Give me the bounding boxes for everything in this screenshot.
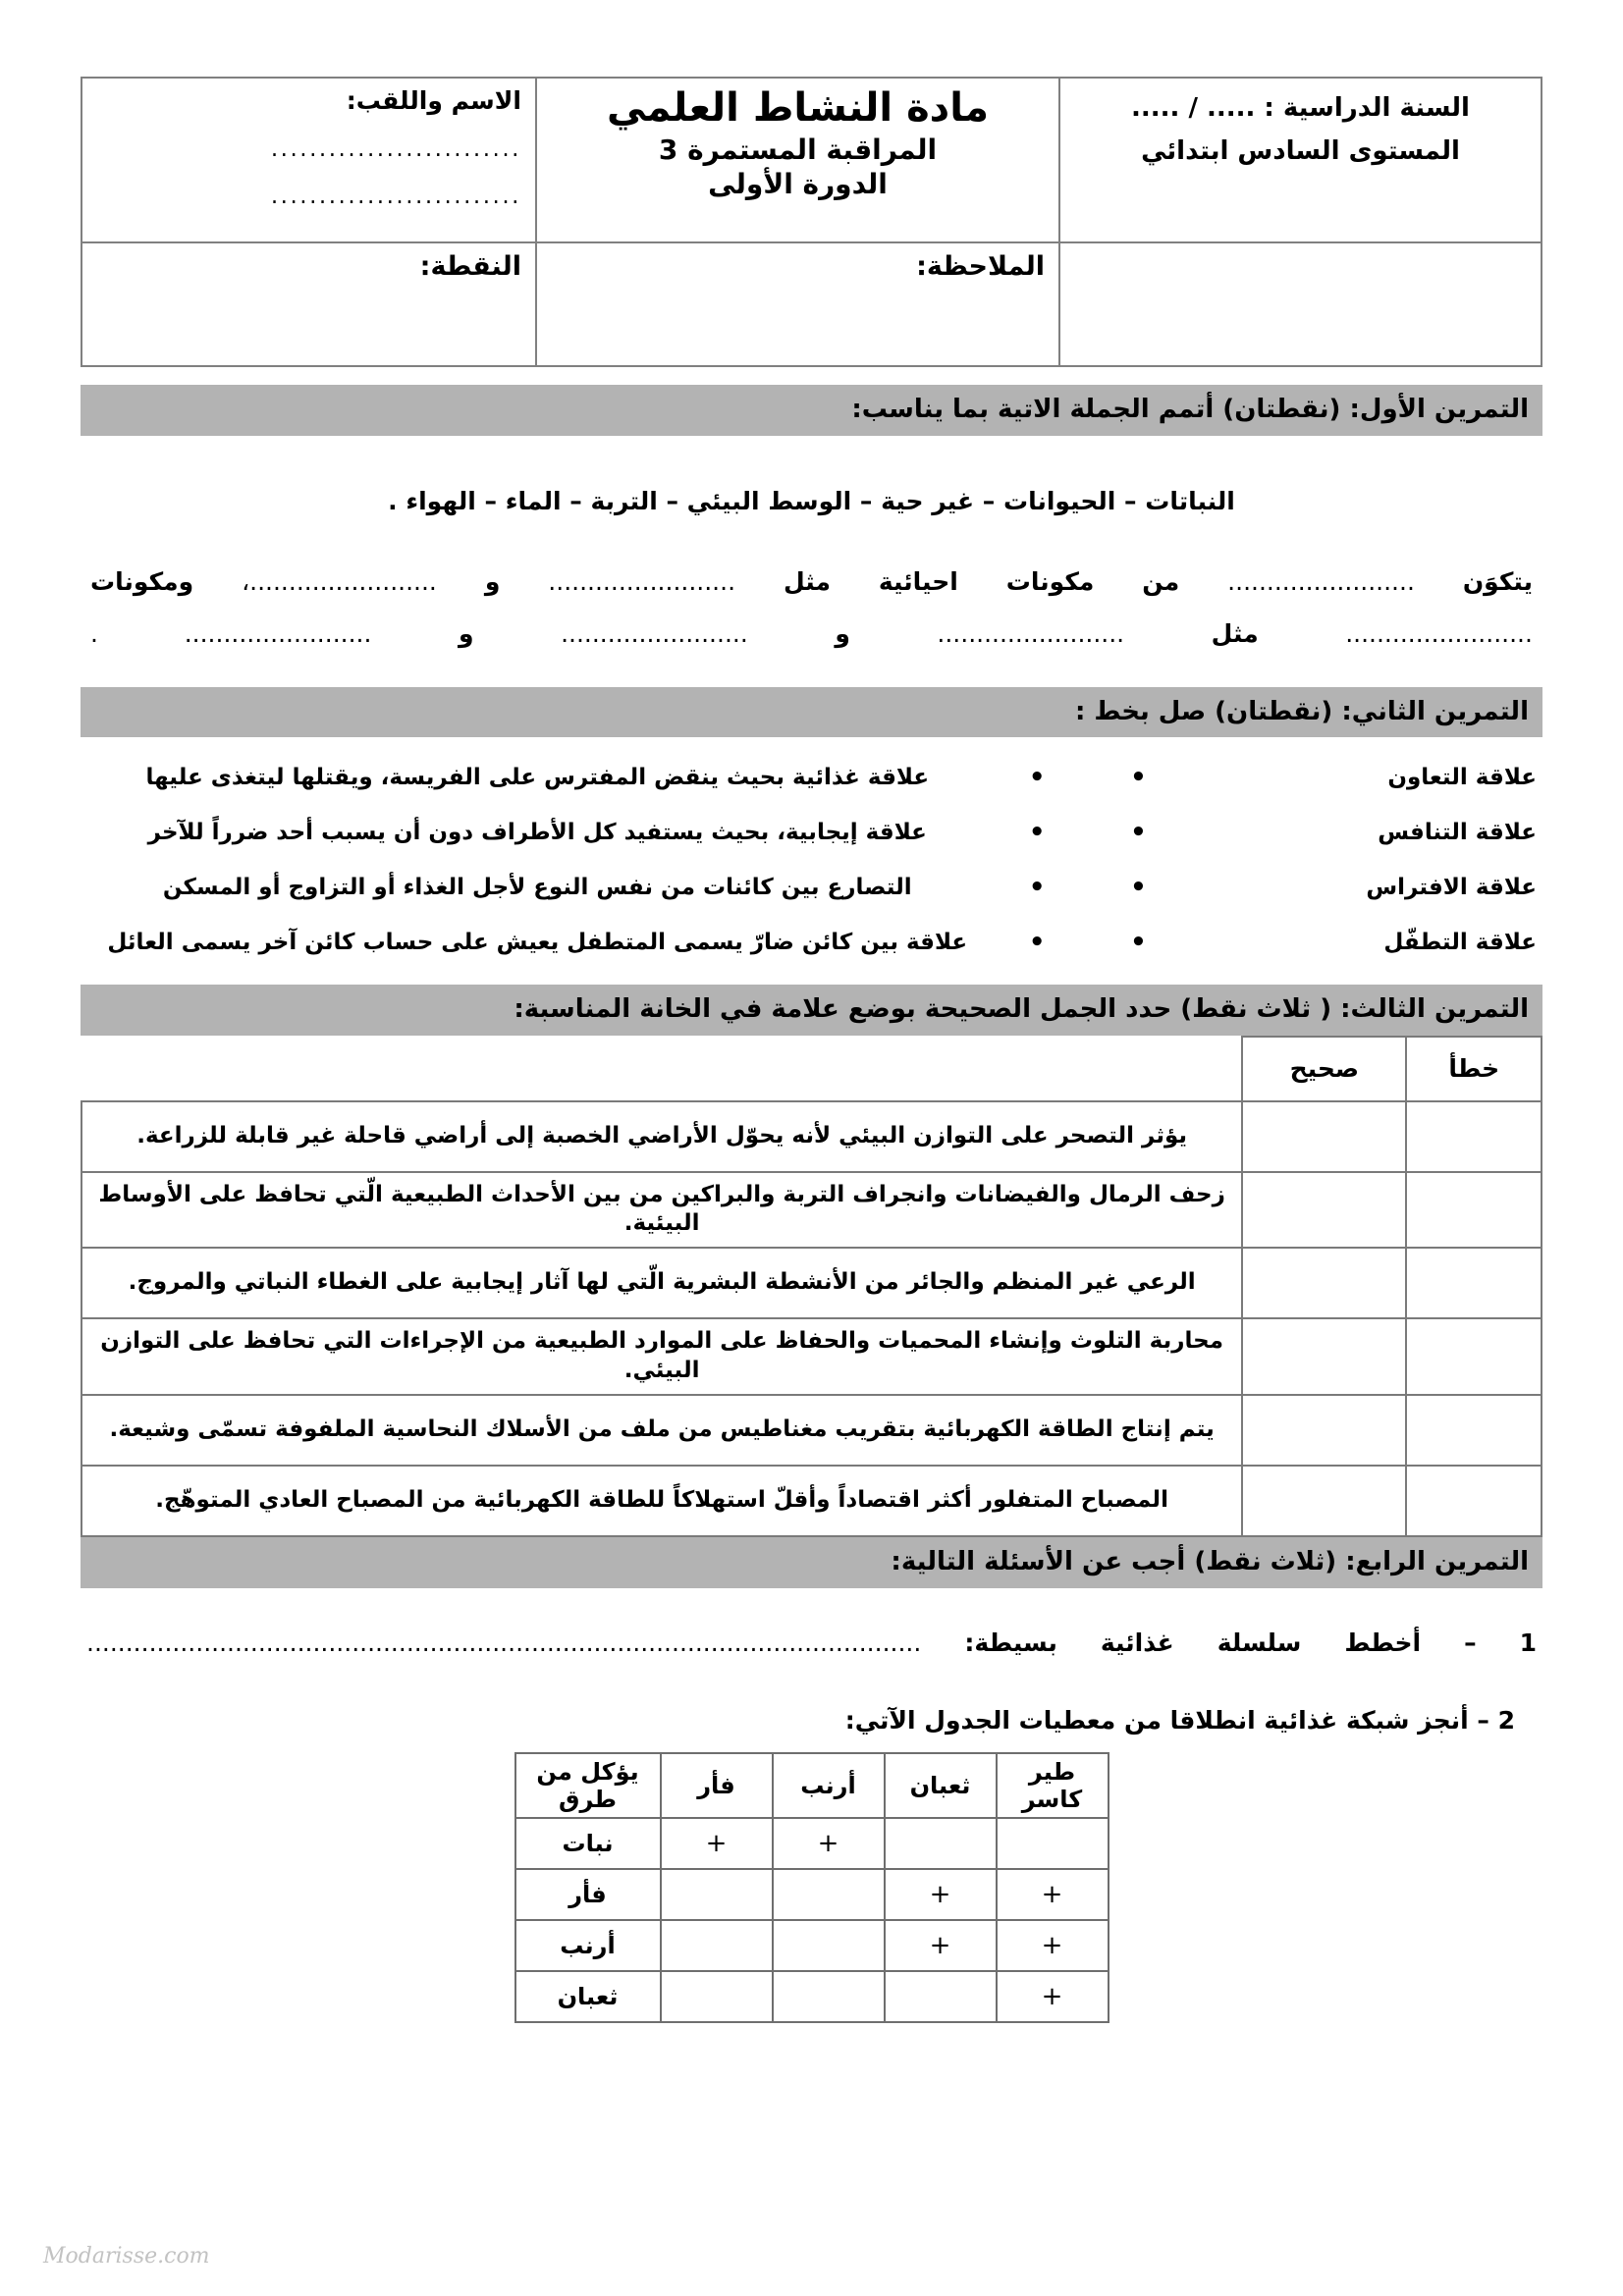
matching-description[interactable]: علاقة إيجابية، بحيث يستفيد كل الأطراف دون أن يسبب أحد ضرراً للآخر bbox=[147, 820, 927, 845]
matching-answer[interactable] bbox=[1189, 820, 1542, 845]
true-false-header-row bbox=[81, 1037, 1542, 1101]
site-watermark: Modarisse.com bbox=[43, 2244, 210, 2269]
matching-description[interactable]: علاقة بين كائن ضارّ يسمى المتطفل يعيش على حساب كائن آخر يسمى العائل bbox=[107, 930, 968, 955]
matching-row[interactable] bbox=[81, 765, 1542, 790]
fill2-word-1: مثل bbox=[1211, 619, 1259, 648]
food-web-header-row bbox=[515, 1753, 1109, 1818]
food-web-col-header-mouse: فأر bbox=[661, 1753, 773, 1818]
fill1-word-2: من مكونات احيائية مثل bbox=[783, 566, 1180, 596]
exercise-1-banner: التمرين الأول: (نقطتان) أتمم الجملة الاتية بما يناسب: bbox=[81, 385, 1542, 436]
school-year-label: السنة الدراسية : ..... / ..... bbox=[1131, 93, 1470, 123]
checkbox-cell-wrong[interactable] bbox=[1406, 1172, 1542, 1249]
checkbox-cell-correct[interactable] bbox=[1242, 1248, 1406, 1318]
matching-dot-left[interactable]: • bbox=[1028, 928, 1046, 957]
food-web-cell[interactable]: + bbox=[997, 1971, 1109, 2022]
column-header-correct: صحيح bbox=[1242, 1037, 1406, 1101]
checkbox-cell-correct[interactable] bbox=[1242, 1466, 1406, 1536]
true-false-row bbox=[81, 1172, 1542, 1249]
question-1 bbox=[86, 1624, 1537, 1663]
matching-dot-right[interactable]: • bbox=[1130, 873, 1147, 902]
column-header-statement bbox=[81, 1037, 1242, 1101]
fill1-word-3: و bbox=[484, 566, 501, 596]
matching-dot-right[interactable]: • bbox=[1130, 818, 1147, 847]
fill1-word-4: ومكونات bbox=[90, 566, 194, 596]
food-web-row bbox=[515, 1818, 1109, 1869]
student-name-cell bbox=[81, 78, 536, 242]
statement-text: زحف الرمال والفيضانات وانجراف التربة والبراكين من بين الأحداث الطبيعية الّتي تحافظ على الأوساط البيئية. bbox=[81, 1172, 1242, 1249]
food-web-cell[interactable] bbox=[885, 1971, 997, 2022]
true-false-table bbox=[81, 1036, 1542, 1538]
true-false-row bbox=[81, 1395, 1542, 1466]
header-row-main bbox=[81, 78, 1542, 242]
food-web-cell[interactable] bbox=[773, 1920, 885, 1971]
food-web-row-header: نبات bbox=[515, 1818, 661, 1869]
column-header-wrong: خطأ bbox=[1406, 1037, 1542, 1101]
matching-description[interactable]: علاقة غذائية بحيث ينقض المفترس على الفريسة، ويقتلها ليتغذى عليها bbox=[145, 765, 930, 790]
statement-text: يؤثر التصحر على التوازن البيئي لأنه يحوّل الأراضي الخصبة إلى أراضي قاحلة غير قابلة للزراعة. bbox=[81, 1101, 1242, 1172]
food-web-col-header-snake: ثعبان bbox=[885, 1753, 997, 1818]
fill2-blank-4[interactable]: ........................ . bbox=[90, 619, 372, 648]
question-1-answer-line[interactable]: ........................................................................................................... bbox=[86, 1628, 922, 1657]
matching-dot-right[interactable]: • bbox=[1130, 763, 1147, 792]
matching-answer-label: علاقة الافتراس bbox=[1366, 875, 1537, 900]
matching-row[interactable] bbox=[81, 820, 1542, 845]
student-name-label: الاسم واللقب: bbox=[346, 86, 521, 115]
food-web-cell[interactable]: + bbox=[997, 1869, 1109, 1920]
food-web-table-holder bbox=[86, 1752, 1537, 2023]
food-web-cell[interactable]: + bbox=[885, 1920, 997, 1971]
header-identity-table bbox=[81, 77, 1542, 367]
food-web-cell[interactable] bbox=[885, 1818, 997, 1869]
checkbox-cell-correct[interactable] bbox=[1242, 1318, 1406, 1395]
question-2-text: 2 – أنجز شبكة غذائية انطلاقا من معطيات الجدول الآتي: bbox=[844, 1705, 1515, 1735]
empty-cell bbox=[1059, 242, 1542, 366]
term-title: الدورة الأولى bbox=[708, 167, 888, 200]
matching-answer[interactable] bbox=[1189, 930, 1542, 955]
matching-dot-left[interactable]: • bbox=[1028, 763, 1046, 792]
matching-answer-label: علاقة التعاون bbox=[1387, 765, 1537, 790]
subject-title-cell bbox=[536, 78, 1059, 242]
statement-text: محاربة التلوث وإنشاء المحميات والحفاظ على الموارد الطبيعية من الإجراءات التي تحافظ على التوازن البيئي. bbox=[81, 1318, 1242, 1395]
food-web-cell[interactable] bbox=[773, 1869, 885, 1920]
food-web-cell[interactable]: + bbox=[773, 1818, 885, 1869]
statement-text: يتم إنتاج الطاقة الكهربائية بتقريب مغناطيس من ملف من الأسلاك النحاسية الملفوفة تسمّى وشيعة. bbox=[81, 1395, 1242, 1466]
food-web-col-header-rabbit: أرنب bbox=[773, 1753, 885, 1818]
food-web-row-header: أرنب bbox=[515, 1920, 661, 1971]
statement-text: المصباح المتفلور أكثر اقتصاداً وأقلّ استهلاكاً للطاقة الكهربائية من المصباح العادي المتوهّج. bbox=[81, 1466, 1242, 1536]
checkbox-cell-wrong[interactable] bbox=[1406, 1466, 1542, 1536]
fill1-blank-1[interactable]: ........................ bbox=[1227, 566, 1415, 596]
food-web-row-header: فأر bbox=[515, 1869, 661, 1920]
matching-row[interactable] bbox=[81, 875, 1542, 900]
fill2-blank-1[interactable]: ........................ bbox=[1345, 619, 1533, 648]
true-false-row bbox=[81, 1248, 1542, 1318]
checkbox-cell-correct[interactable] bbox=[1242, 1101, 1406, 1172]
food-web-corner-header: يؤكل من طرق bbox=[515, 1753, 661, 1818]
matching-answer-label: علاقة التطفّل bbox=[1383, 930, 1537, 955]
checkbox-cell-wrong[interactable] bbox=[1406, 1101, 1542, 1172]
question-1-text: أخطط سلسلة غذائية بسيطة: bbox=[964, 1628, 1422, 1657]
food-web-cell[interactable] bbox=[661, 1971, 773, 2022]
food-web-cell[interactable]: + bbox=[885, 1869, 997, 1920]
mark-label: النقطة: bbox=[419, 251, 521, 282]
food-web-cell[interactable]: + bbox=[997, 1920, 1109, 1971]
fill2-word-3: و bbox=[458, 619, 474, 648]
fill2-word-2: و bbox=[835, 619, 850, 648]
checkbox-cell-wrong[interactable] bbox=[1406, 1248, 1542, 1318]
food-web-col-header-bird: طير كاسر bbox=[997, 1753, 1109, 1818]
fill1-blank-3[interactable]: ........................، bbox=[242, 566, 437, 596]
fill2-blank-3[interactable]: ........................ bbox=[561, 619, 748, 648]
matching-dot-left[interactable]: • bbox=[1028, 818, 1046, 847]
header-row-mark bbox=[81, 242, 1542, 366]
true-false-row bbox=[81, 1466, 1542, 1536]
fill1-blank-2[interactable]: ........................ bbox=[548, 566, 736, 596]
food-web-cell[interactable] bbox=[997, 1818, 1109, 1869]
question-1-number: 1 – bbox=[1464, 1628, 1537, 1657]
student-name-input-line-2[interactable]: .......................... bbox=[270, 184, 521, 209]
exercise-2-banner: التمرين الثاني: (نقطتان) صل بخط : bbox=[81, 687, 1542, 738]
fill2-blank-2[interactable]: ........................ bbox=[937, 619, 1125, 648]
note-cell[interactable] bbox=[536, 242, 1059, 366]
food-web-table bbox=[514, 1752, 1109, 2023]
matching-answer[interactable] bbox=[1189, 765, 1542, 790]
food-web-cell[interactable] bbox=[773, 1971, 885, 2022]
matching-dot-right[interactable]: • bbox=[1130, 928, 1147, 957]
exercise-1-fill-line-1 bbox=[86, 559, 1537, 606]
food-web-row bbox=[515, 1920, 1109, 1971]
school-year-cell bbox=[1059, 78, 1542, 242]
exercise-3-banner: التمرين الثالث: ( ثلاث نقط) حدد الجمل الصحيحة بوضع علامة في الخانة المناسبة: bbox=[81, 985, 1542, 1036]
checkbox-cell-wrong[interactable] bbox=[1406, 1395, 1542, 1466]
food-web-cell[interactable] bbox=[661, 1920, 773, 1971]
food-web-cell[interactable] bbox=[661, 1869, 773, 1920]
true-false-row bbox=[81, 1101, 1542, 1172]
checkbox-cell-correct[interactable] bbox=[1242, 1395, 1406, 1466]
subject-title: مادة النشاط العلمي bbox=[606, 85, 989, 131]
food-web-row bbox=[515, 1971, 1109, 2022]
exercise-4-banner: التمرين الرابع: (ثلاث نقط) أجب عن الأسئلة التالية: bbox=[81, 1537, 1542, 1588]
matching-description[interactable]: التصارع بين كائنات من نفس النوع لأجل الغذاء أو التزاوج أو المسكن bbox=[162, 875, 912, 900]
statement-text: الرعي غير المنظم والجائر من الأنشطة البشرية الّتي لها آثار إيجابية على الغطاء النباتي والمروج. bbox=[81, 1248, 1242, 1318]
exercise-4-body bbox=[81, 1624, 1542, 2023]
checkbox-cell-wrong[interactable] bbox=[1406, 1318, 1542, 1395]
food-web-row-header: ثعبان bbox=[515, 1971, 661, 2022]
food-web-row bbox=[515, 1869, 1109, 1920]
exercise-2-matching bbox=[81, 765, 1542, 955]
matching-row[interactable] bbox=[81, 930, 1542, 955]
student-name-input-line-1[interactable]: .......................... bbox=[270, 136, 521, 162]
exercise-1-wordbank: النباتات – الحيوانات – غير حية – الوسط البيئي – التربة – الماء – الهواء . bbox=[388, 486, 1235, 515]
assessment-title: المراقبة المستمرة 3 bbox=[658, 133, 938, 166]
matching-dot-left[interactable]: • bbox=[1028, 873, 1046, 902]
true-false-row bbox=[81, 1318, 1542, 1395]
exercise-1-body bbox=[81, 487, 1542, 658]
exercise-1-fill-line-2 bbox=[86, 611, 1537, 658]
note-label: الملاحظة: bbox=[916, 251, 1046, 282]
matching-answer-label: علاقة التنافس bbox=[1378, 820, 1537, 845]
mark-cell[interactable] bbox=[81, 242, 536, 366]
fill1-word-1: يتكوَن bbox=[1462, 566, 1533, 596]
food-web-cell[interactable]: + bbox=[661, 1818, 773, 1869]
level-label: المستوى السادس ابتدائي bbox=[1141, 136, 1460, 167]
checkbox-cell-correct[interactable] bbox=[1242, 1172, 1406, 1249]
matching-answer[interactable] bbox=[1189, 875, 1542, 900]
